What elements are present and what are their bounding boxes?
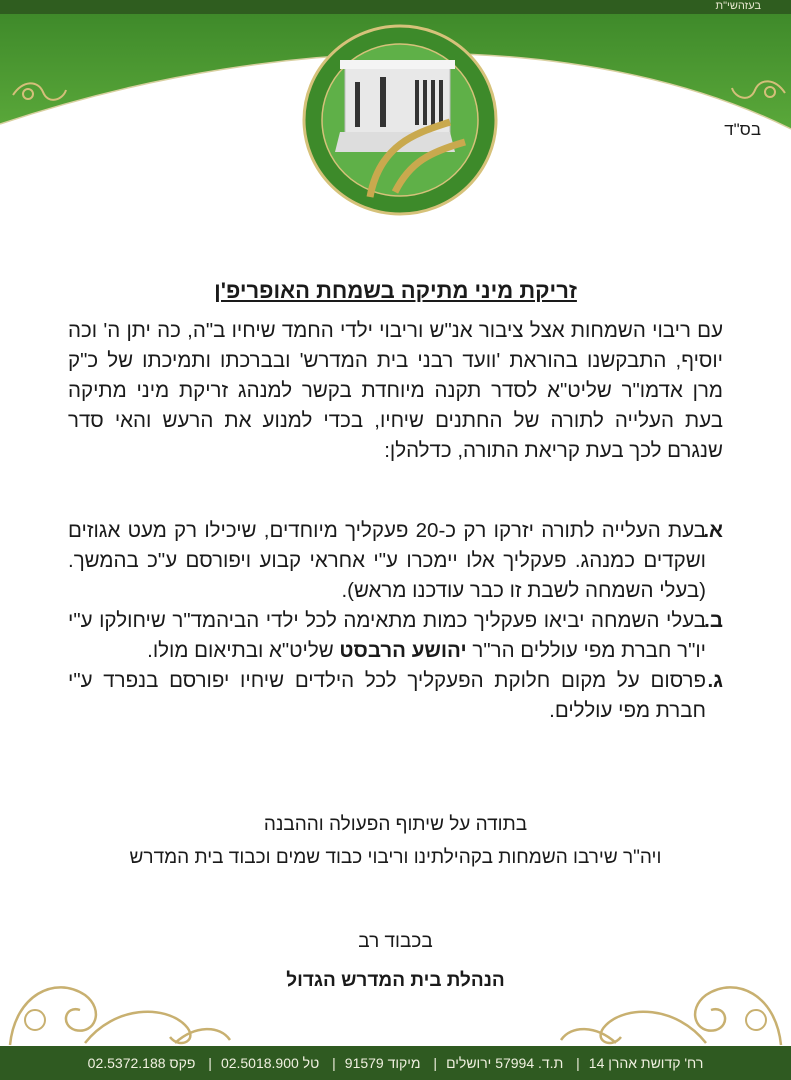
ornament-icon [556,965,786,1047]
ornament-icon [5,965,235,1047]
closing-blessing: ויה"ר שירבו השמחות בקהילתינו וריבוי כבוד שמים וכבוד בית המדרש [129,847,662,868]
list-item [68,516,723,606]
list-item [68,666,723,726]
ornament-icon [8,80,68,110]
signature: הנהלת בית המדרש הגדול [286,970,505,991]
intro-paragraph: עם ריבוי השמחות אצל ציבור אנ"ש וריבוי ילדי החמד שיחיו ב"ה, כה יתן ה' וכה יוסיף, התבקשנו בהוראת 'וועד רבני בית המדרש' ובברכתו ותמיכתו של כ"ק מרן אדמו"ר שליט"א לסדר תקנה מיוחדת בקשר למנהג זריקת מיני מתיקה בעת העלייה לתורה של החתנים שיחיו, בכדי למנוע את הרעש והאי סדר שנגרם לכך בעת קריאת התורה, כדלהלן: [68,319,723,462]
item-name-bold: יהושע הרבסט [339,639,467,662]
regards: בכבוד רב [358,931,433,952]
page-title: זריקת מיני מתיקה בשמחת האופריפ'ן [214,278,577,303]
item-text: בעת העלייה לתורה יזרקו רק כ-20 פעקליך מיוחדים, שיכילו רק מעט אגוזים ושקדים כמנהג. פעקליך אלו יימכרו ע"י אחראי קבוע ויפורסם ע"כ בהמשך. (בעלי השמחה לשבת זו כבר עודכנו מראש). [68,519,706,602]
item-marker: ב. [704,609,723,632]
list-item [68,606,723,666]
rules-list [68,516,723,726]
item-text: בעלי השמחה יביאו פעקליך כמות מתאימה לכל ילדי הביהמד"ר שיחולקו ע"י יו"ר חברת מפי עוללים הר"ר [68,609,706,662]
closing-thanks: בתודה על שיתוף הפעולה וההבנה [263,814,528,835]
footer-address: רח' קדושת אהרן 14 [588,1055,704,1071]
ornament-icon [730,78,790,108]
item-text: שליט"א ובתיאום מולו. [147,639,340,662]
logo [300,22,500,218]
footer-zip: מיקוד 91579 [344,1055,421,1071]
bsd-header: בס"ד [724,120,761,139]
footer-fax: פקס 02.5372.188 [87,1055,196,1071]
top-text: בעזהשי"ת [715,0,761,12]
footer-pobox: ת.ד. 57994 ירושלים [446,1055,564,1071]
footer-phone: טל 02.5018.900 [220,1055,320,1071]
item-marker: א. [703,519,723,542]
item-text: פרסום על מקום חלוקת הפעקליך לכל הילדים שיחיו יפורסם בנפרד ע"י חברת מפי עוללים. [68,669,706,722]
item-marker: ג. [707,669,723,692]
footer-contact-bar: רח' קדושת אהרן 14| ת.ד. 57994 ירושלים| מיקוד 91579| טל 02.5018.900| פקס 02.5372.188 [0,1046,791,1080]
